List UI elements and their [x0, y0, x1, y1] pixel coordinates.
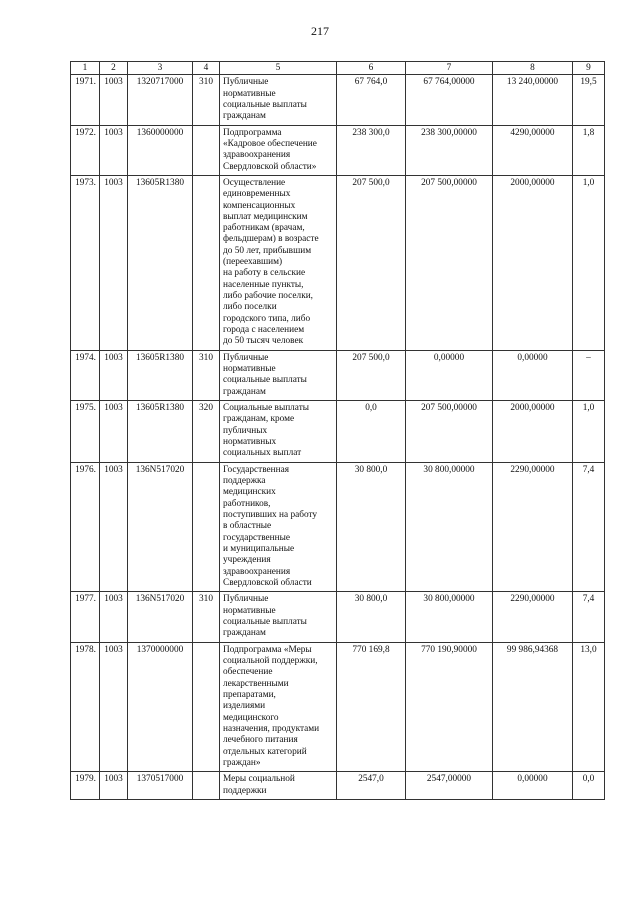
- executed-amount-cell: 0,00000: [493, 772, 573, 800]
- planned-amount-cell: 207 500,0: [337, 175, 406, 350]
- expense-type-cell: [193, 462, 220, 592]
- section-code-cell: 1003: [100, 642, 128, 772]
- section-code-cell: 1003: [100, 350, 128, 400]
- item-name-line: работникам (врачам,: [223, 223, 305, 234]
- item-name-cell: [220, 642, 337, 772]
- header-cell: 5: [220, 62, 337, 75]
- item-name-line: до 50 тысяч человек: [223, 336, 304, 347]
- section-code-cell: 1003: [100, 462, 128, 592]
- executed-amount-cell: 2000,00000: [493, 175, 573, 350]
- planned-amount-cell: 30 800,0: [337, 592, 406, 642]
- item-name-line: на работу в сельские: [223, 268, 306, 279]
- planned-amount-cell: 0,0: [337, 401, 406, 463]
- approved-amount-cell: 2547,00000: [406, 772, 493, 800]
- table-header-row: [71, 62, 605, 75]
- planned-amount-cell: 67 764,0: [337, 75, 406, 125]
- item-name-line: государственные: [223, 532, 291, 543]
- planned-amount-cell: 30 800,0: [337, 462, 406, 592]
- table-row: [71, 401, 605, 463]
- header-cell: 7: [406, 62, 493, 75]
- item-name-line: города с населением: [223, 325, 305, 336]
- page-number: 217: [311, 24, 329, 38]
- row-number-cell: 1978.: [71, 642, 100, 772]
- item-name-line: нормативные: [223, 88, 276, 99]
- approved-amount-cell: 207 500,00000: [406, 401, 493, 463]
- approved-amount-cell: 0,00000: [406, 350, 493, 400]
- item-name-line: Публичные: [223, 594, 269, 605]
- item-name-line: Социальные выплаты: [223, 403, 310, 414]
- approved-amount-cell: 30 800,00000: [406, 592, 493, 642]
- executed-amount-cell: 2000,00000: [493, 401, 573, 463]
- item-name-line: городского типа, либо: [223, 313, 311, 324]
- target-code-cell: 13605R1380: [128, 175, 193, 350]
- item-name-line: социальной поддержки,: [223, 655, 318, 666]
- table-row: [71, 75, 605, 125]
- header-cell: 4: [193, 62, 220, 75]
- header-cell: 3: [128, 62, 193, 75]
- item-name-line: гражданам, кроме: [223, 414, 295, 425]
- section-code-cell: 1003: [100, 125, 128, 175]
- planned-amount-cell: 207 500,0: [337, 350, 406, 400]
- item-name-line: «Кадровое обеспечение: [223, 138, 317, 149]
- target-code-cell: 1370000000: [128, 642, 193, 772]
- item-name-line: либо рабочие поселки,: [223, 291, 314, 302]
- item-name-line: гражданам: [223, 628, 266, 639]
- header-cell: 2: [100, 62, 128, 75]
- item-name-line: нормативные: [223, 605, 276, 616]
- item-name-line: гражданам: [223, 386, 266, 397]
- item-name-line: граждан»: [223, 757, 261, 768]
- expense-type-cell: [193, 125, 220, 175]
- approved-amount-cell: 30 800,00000: [406, 462, 493, 592]
- item-name-line: поддержка: [223, 476, 266, 487]
- expense-type-cell: 310: [193, 75, 220, 125]
- item-name-line: компенсационных: [223, 200, 296, 211]
- approved-amount-cell: 67 764,00000: [406, 75, 493, 125]
- item-name-cell: [220, 772, 337, 800]
- item-name-line: и муниципальные: [223, 544, 295, 555]
- item-name-line: Подпрограмма: [223, 127, 282, 138]
- planned-amount-cell: 238 300,0: [337, 125, 406, 175]
- item-name-line: Публичные: [223, 352, 269, 363]
- item-name-cell: [220, 350, 337, 400]
- item-name-line: Подпрограмма «Меры: [223, 644, 312, 655]
- percent-cell: 13,0: [573, 642, 605, 772]
- item-name-line: Осуществление: [223, 177, 286, 188]
- target-code-cell: 13605R1380: [128, 350, 193, 400]
- item-name-cell: [220, 75, 337, 125]
- item-name-line: обеспечение: [223, 667, 273, 678]
- item-name-line: единовременных: [223, 189, 291, 200]
- header-cell: 8: [493, 62, 573, 75]
- row-number-cell: 1979.: [71, 772, 100, 800]
- item-name-line: поддержки: [223, 785, 267, 796]
- item-name-line: назначения, продуктами: [223, 723, 320, 734]
- row-number-cell: 1977.: [71, 592, 100, 642]
- percent-cell: 7,4: [573, 462, 605, 592]
- item-name-line: в областные: [223, 521, 272, 532]
- item-name-line: публичных: [223, 425, 268, 436]
- target-code-cell: 13605R1380: [128, 401, 193, 463]
- item-name-line: социальные выплаты: [223, 375, 307, 386]
- item-name-line: нормативные: [223, 364, 276, 375]
- executed-amount-cell: 4290,00000: [493, 125, 573, 175]
- item-name-line: поступивших на работу: [223, 510, 318, 521]
- item-name-line: Свердловской области»: [223, 161, 317, 172]
- item-name-line: (переехавшим): [223, 257, 283, 268]
- item-name-line: здравоохранения: [223, 150, 291, 161]
- item-name-cell: [220, 401, 337, 463]
- expense-type-cell: 310: [193, 350, 220, 400]
- executed-amount-cell: 2290,00000: [493, 462, 573, 592]
- expense-type-cell: [193, 772, 220, 800]
- percent-cell: 0,0: [573, 772, 605, 800]
- executed-amount-cell: 99 986,94368: [493, 642, 573, 772]
- percent-cell: 1,0: [573, 401, 605, 463]
- executed-amount-cell: 2290,00000: [493, 592, 573, 642]
- approved-amount-cell: 238 300,00000: [406, 125, 493, 175]
- table-row: [71, 175, 605, 350]
- item-name-line: изделиями: [223, 701, 266, 712]
- table-row: [71, 772, 605, 800]
- percent-cell: 19,5: [573, 75, 605, 125]
- item-name-line: Государственная: [223, 464, 290, 475]
- item-name-line: нормативных: [223, 437, 277, 448]
- item-name-line: лечебного питания: [223, 735, 298, 746]
- item-name-line: социальные выплаты: [223, 99, 307, 110]
- row-number-cell: 1976.: [71, 462, 100, 592]
- percent-cell: –: [573, 350, 605, 400]
- item-name-cell: [220, 462, 337, 592]
- item-name-line: социальные выплаты: [223, 616, 307, 627]
- item-name-cell: [220, 175, 337, 350]
- expense-type-cell: 310: [193, 592, 220, 642]
- section-code-cell: 1003: [100, 175, 128, 350]
- budget-table: [70, 61, 605, 800]
- item-name-line: здравоохранения: [223, 566, 291, 577]
- item-name-line: Свердловской области: [223, 578, 312, 588]
- percent-cell: 1,0: [573, 175, 605, 350]
- percent-cell: 1,8: [573, 125, 605, 175]
- approved-amount-cell: 770 190,90000: [406, 642, 493, 772]
- item-name-line: Меры социальной: [223, 774, 295, 785]
- approved-amount-cell: 207 500,00000: [406, 175, 493, 350]
- item-name-line: до 50 лет, прибывшим: [223, 245, 312, 256]
- row-number-cell: 1973.: [71, 175, 100, 350]
- target-code-cell: 136N517020: [128, 462, 193, 592]
- item-name-cell: [220, 125, 337, 175]
- expense-type-cell: [193, 175, 220, 350]
- row-number-cell: 1972.: [71, 125, 100, 175]
- executed-amount-cell: 0,00000: [493, 350, 573, 400]
- table-row: [71, 125, 605, 175]
- expense-type-cell: [193, 642, 220, 772]
- planned-amount-cell: 2547,0: [337, 772, 406, 800]
- header-cell: 1: [71, 62, 100, 75]
- item-name-line: учреждения: [223, 555, 271, 566]
- executed-amount-cell: 13 240,00000: [493, 75, 573, 125]
- table-row: [71, 642, 605, 772]
- header-cell: 6: [337, 62, 406, 75]
- target-code-cell: 1320717000: [128, 75, 193, 125]
- item-name-line: населенные пункты,: [223, 279, 304, 290]
- section-code-cell: 1003: [100, 592, 128, 642]
- row-number-cell: 1974.: [71, 350, 100, 400]
- section-code-cell: 1003: [100, 772, 128, 800]
- table-row: [71, 462, 605, 592]
- target-code-cell: 136N517020: [128, 592, 193, 642]
- item-name-line: лекарственными: [223, 678, 289, 689]
- row-number-cell: 1975.: [71, 401, 100, 463]
- item-name-line: гражданам: [223, 111, 266, 122]
- target-code-cell: 1360000000: [128, 125, 193, 175]
- item-name-line: либо поселки: [223, 302, 277, 313]
- item-name-cell: [220, 592, 337, 642]
- header-cell: 9: [573, 62, 605, 75]
- percent-cell: 7,4: [573, 592, 605, 642]
- item-name-line: социальных выплат: [223, 448, 302, 459]
- table-row: [71, 350, 605, 400]
- table-row: [71, 592, 605, 642]
- item-name-line: медицинских: [223, 487, 276, 498]
- item-name-line: выплат медицинским: [223, 211, 308, 222]
- item-name-line: Публичные: [223, 77, 269, 88]
- section-code-cell: 1003: [100, 75, 128, 125]
- item-name-line: фельдшерам) в возрасте: [223, 234, 319, 245]
- expense-type-cell: 320: [193, 401, 220, 463]
- item-name-line: препаратами,: [223, 689, 276, 700]
- target-code-cell: 1370517000: [128, 772, 193, 800]
- item-name-line: медицинского: [223, 712, 279, 723]
- section-code-cell: 1003: [100, 401, 128, 463]
- item-name-line: работников,: [223, 498, 271, 509]
- planned-amount-cell: 770 169,8: [337, 642, 406, 772]
- row-number-cell: 1971.: [71, 75, 100, 125]
- item-name-line: отдельных категорий: [223, 746, 307, 757]
